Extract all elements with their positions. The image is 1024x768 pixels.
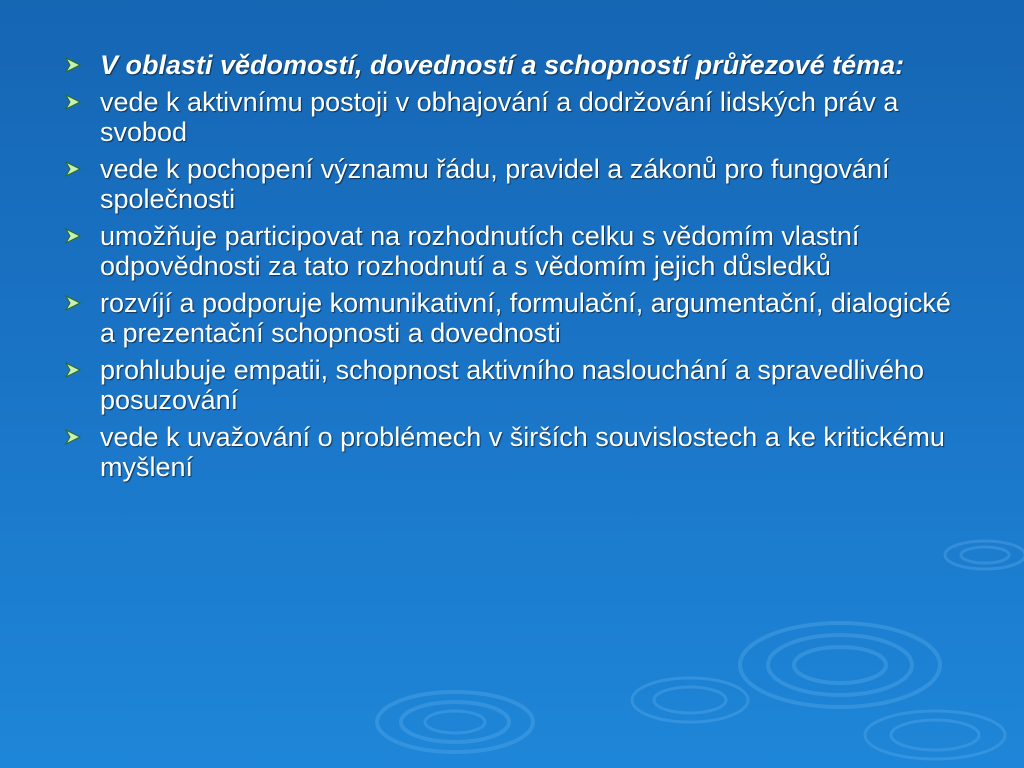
bullet-list [62,50,972,489]
bullet-item [62,221,972,281]
arrow-bullet-icon [64,361,82,379]
bullet-item [62,355,972,415]
bullet-item-heading [62,50,972,80]
bullet-text: vede k aktivnímu postoji v obhajování a dodržování lidských práv a svobod [100,87,899,147]
bullet-text: vede k uvažování o problémech v širších souvislostech a ke kritickému myšlení [100,422,945,482]
bullet-item [62,288,972,348]
bullet-item [62,422,972,482]
bullet-text: umožňuje participovat na rozhodnutích celku s vědomím vlastní odpovědnosti za tato rozhodnutí a s vědomím jejich důsledků [100,221,860,281]
bullet-text: prohlubuje empatii, schopnost aktivního naslouchání a spravedlivého posuzování [100,355,925,415]
bullet-item [62,154,972,214]
arrow-bullet-icon [64,160,82,178]
arrow-bullet-icon [64,294,82,312]
arrow-bullet-icon [64,227,82,245]
bullet-text: rozvíjí a podporuje komunikativní, formulační, argumentační, dialogické a prezentační schopnosti a dovednosti [100,288,951,348]
bullet-text: V oblasti vědomostí, dovedností a schopností průřezové téma: [100,50,905,80]
arrow-bullet-icon [64,428,82,446]
arrow-bullet-icon [64,93,82,111]
bullet-text: vede k pochopení významu řádu, pravidel a zákonů pro fungování společnosti [100,154,890,214]
bullet-item [62,87,972,147]
arrow-bullet-icon [64,56,82,74]
